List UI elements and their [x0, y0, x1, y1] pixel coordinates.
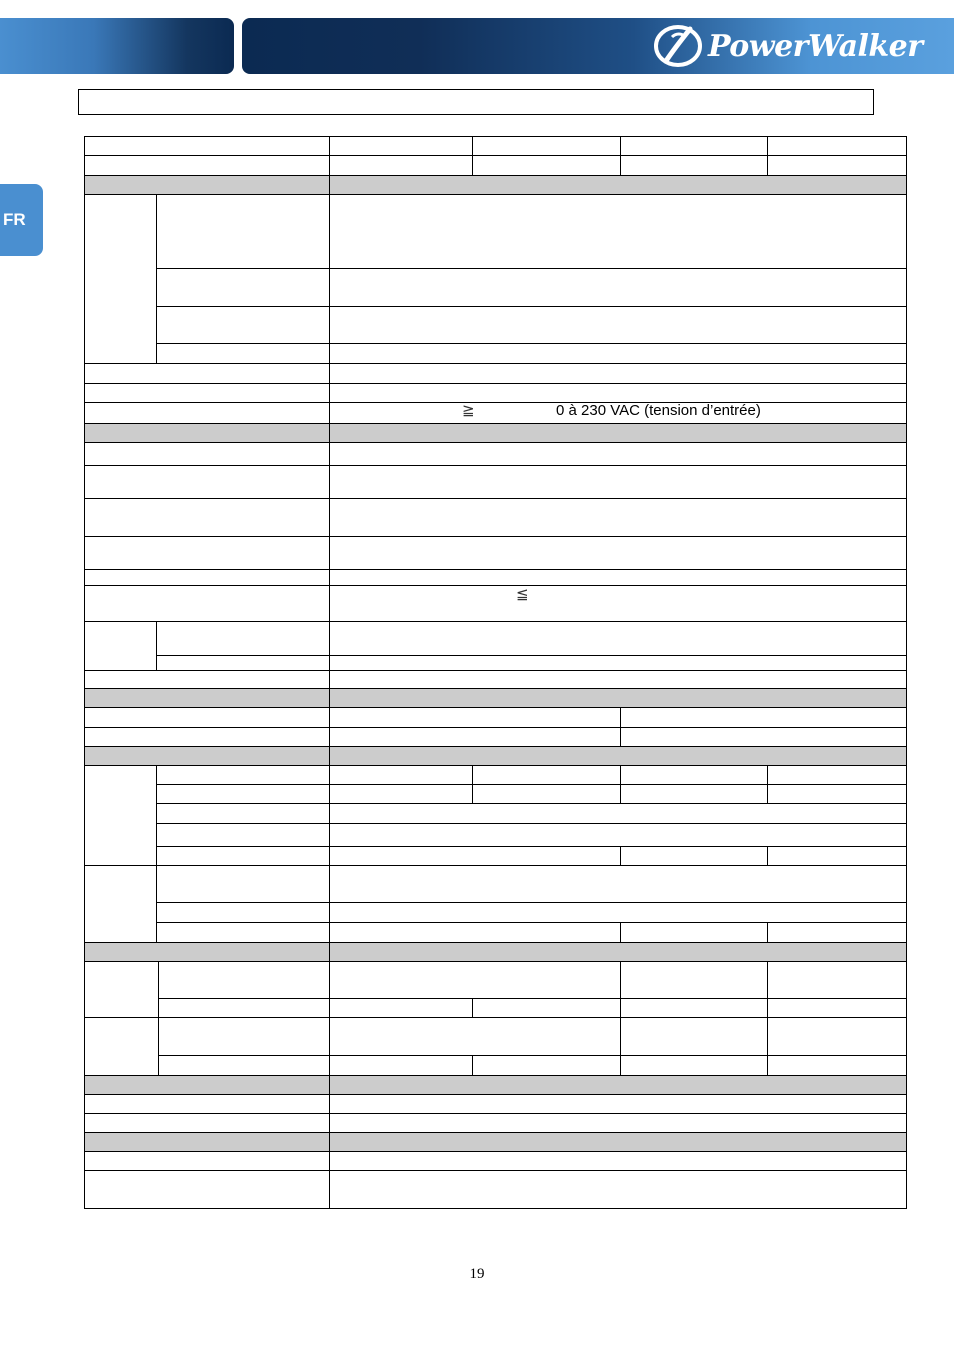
page-number: 19	[469, 1266, 485, 1282]
greater-equal-symbol: ≧	[462, 402, 475, 419]
input-voltage-note: 0 à 230 VAC (tension d’entrée)	[556, 402, 761, 419]
less-equal-symbol: ≦	[516, 586, 529, 603]
section-header-shading	[84, 175, 906, 1151]
table-grid	[84, 136, 907, 1209]
language-tab-label: FR	[3, 210, 26, 229]
brand-name: PowerWalker	[708, 28, 923, 64]
